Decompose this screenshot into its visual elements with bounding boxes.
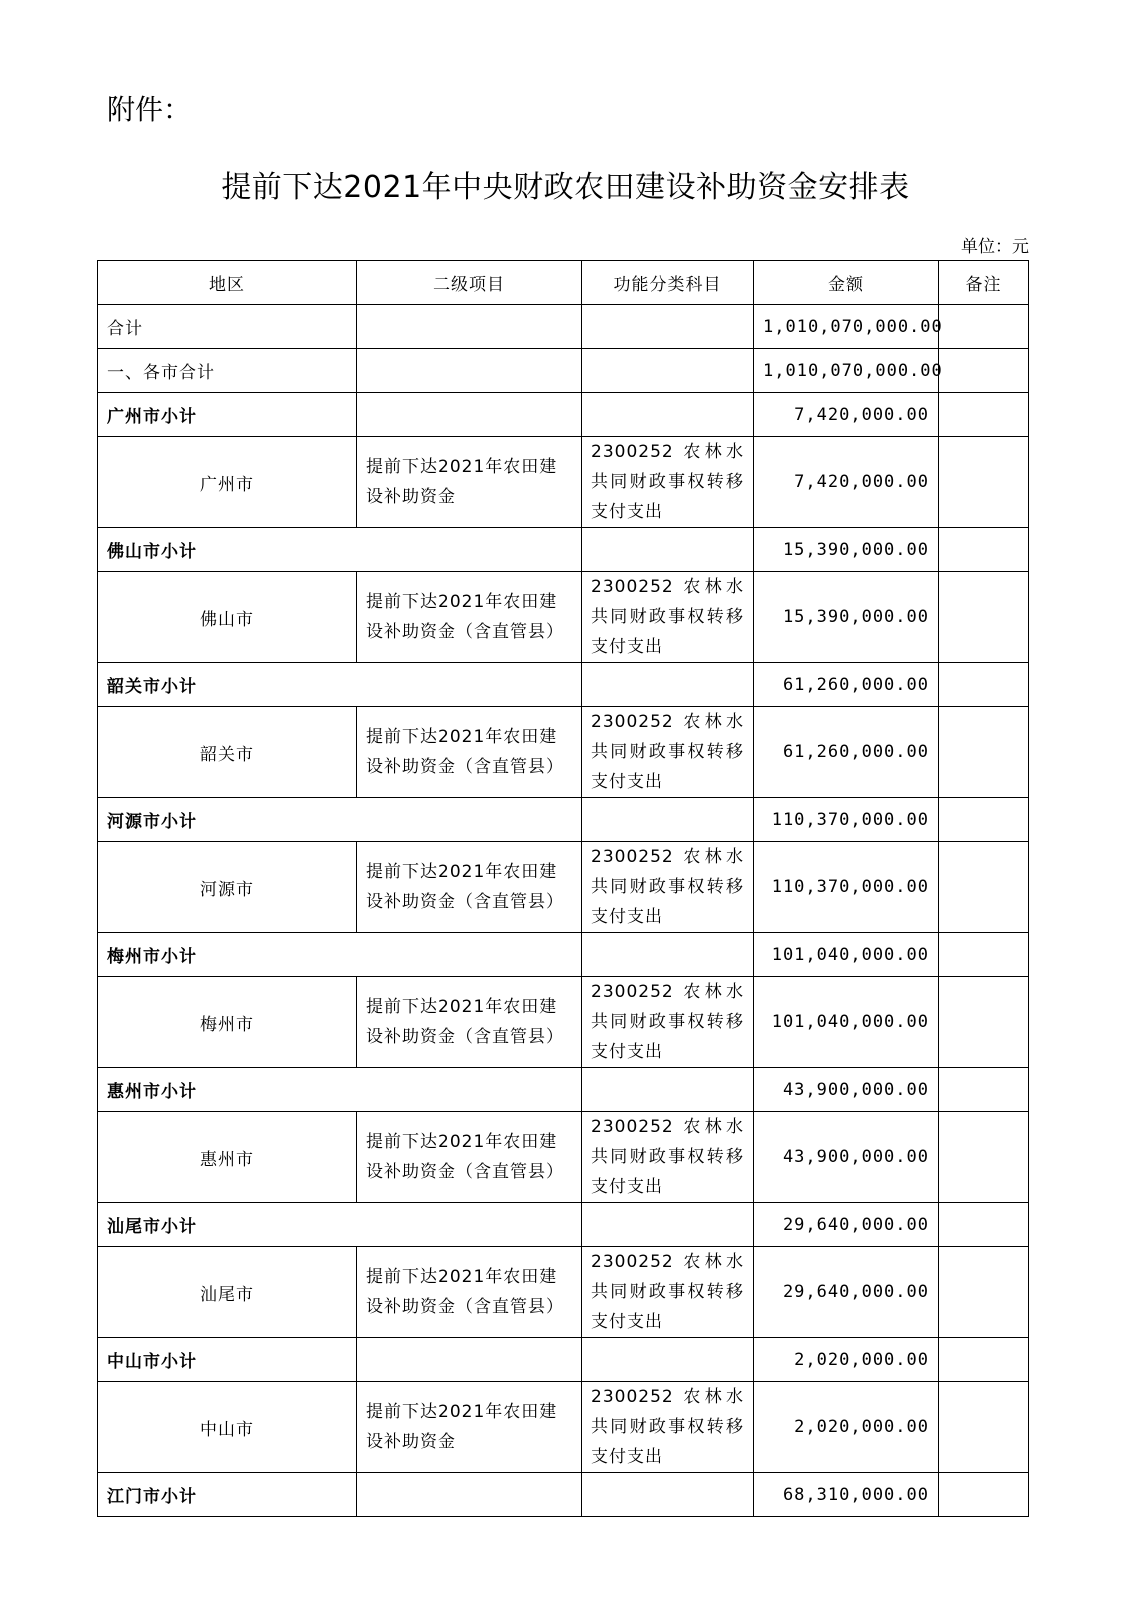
empty-cell xyxy=(357,1473,582,1517)
function-code: 2300252 农林水共同财政事权转移支付支出 xyxy=(582,1247,754,1338)
subtotal-amount: 2,020,000.00 xyxy=(754,1338,939,1382)
subtotal-label: 汕尾市小计 xyxy=(98,1203,582,1247)
function-code: 2300252 农林水共同财政事权转移支付支出 xyxy=(582,1382,754,1473)
city-name: 河源市 xyxy=(98,842,357,933)
project-name: 提前下达2021年农田建设补助资金（含直管县） xyxy=(357,1112,582,1203)
city-name: 韶关市 xyxy=(98,707,357,798)
city-row xyxy=(98,572,1029,663)
total-row xyxy=(98,305,1029,349)
city-name: 广州市 xyxy=(98,437,357,528)
city-amount: 110,370,000.00 xyxy=(754,842,939,933)
subtotal-label: 河源市小计 xyxy=(98,798,582,842)
empty-cell xyxy=(582,663,754,707)
empty-cell xyxy=(582,349,754,393)
subtotal-row xyxy=(98,1068,1029,1112)
unit-label: 单位：元 xyxy=(961,237,1029,257)
city-row xyxy=(98,437,1029,528)
city-amount: 7,420,000.00 xyxy=(754,437,939,528)
empty-cell xyxy=(939,1112,1029,1203)
city-row xyxy=(98,977,1029,1068)
city-name: 中山市 xyxy=(98,1382,357,1473)
total-amount: 1,010,070,000.00 xyxy=(754,305,939,349)
city-amount: 29,640,000.00 xyxy=(754,1247,939,1338)
subtotal-amount: 61,260,000.00 xyxy=(754,663,939,707)
subtotal-amount: 15,390,000.00 xyxy=(754,528,939,572)
city-name: 汕尾市 xyxy=(98,1247,357,1338)
function-code: 2300252 农林水共同财政事权转移支付支出 xyxy=(582,1112,754,1203)
empty-cell xyxy=(939,1203,1029,1247)
empty-cell xyxy=(939,842,1029,933)
city-row xyxy=(98,707,1029,798)
allocation-table xyxy=(97,260,1029,1517)
empty-cell xyxy=(939,393,1029,437)
page-title: 提前下达2021年中央财政农田建设补助资金安排表 xyxy=(221,170,910,205)
function-code: 2300252 农林水共同财政事权转移支付支出 xyxy=(582,977,754,1068)
subtotal-row xyxy=(98,798,1029,842)
attachment-label: 附件： xyxy=(107,93,192,126)
subtotal-row xyxy=(98,1203,1029,1247)
subtotal-row xyxy=(98,528,1029,572)
subtotal-amount: 110,370,000.00 xyxy=(754,798,939,842)
subtotal-amount: 43,900,000.00 xyxy=(754,1068,939,1112)
empty-cell xyxy=(939,572,1029,663)
header-row xyxy=(98,261,1029,305)
function-code: 2300252 农林水共同财政事权转移支付支出 xyxy=(582,842,754,933)
city-name: 梅州市 xyxy=(98,977,357,1068)
city-row xyxy=(98,1247,1029,1338)
cities-total-amount: 1,010,070,000.00 xyxy=(754,349,939,393)
empty-cell xyxy=(357,393,582,437)
empty-cell xyxy=(357,349,582,393)
city-amount: 15,390,000.00 xyxy=(754,572,939,663)
cities-total-row xyxy=(98,349,1029,393)
city-name: 佛山市 xyxy=(98,572,357,663)
empty-cell xyxy=(939,305,1029,349)
subtotal-label: 梅州市小计 xyxy=(98,933,582,977)
empty-cell xyxy=(939,349,1029,393)
empty-cell xyxy=(582,528,754,572)
subtotal-amount: 29,640,000.00 xyxy=(754,1203,939,1247)
total-label: 合计 xyxy=(98,305,357,349)
subtotal-label: 韶关市小计 xyxy=(98,663,582,707)
project-name: 提前下达2021年农田建设补助资金（含直管县） xyxy=(357,572,582,663)
empty-cell xyxy=(939,1068,1029,1112)
empty-cell xyxy=(582,1068,754,1112)
empty-cell xyxy=(939,707,1029,798)
empty-cell xyxy=(939,798,1029,842)
city-amount: 61,260,000.00 xyxy=(754,707,939,798)
subtotal-amount: 7,420,000.00 xyxy=(754,393,939,437)
city-row xyxy=(98,842,1029,933)
subtotal-row xyxy=(98,663,1029,707)
header-amount: 金额 xyxy=(754,261,939,305)
empty-cell xyxy=(357,305,582,349)
city-amount: 43,900,000.00 xyxy=(754,1112,939,1203)
empty-cell xyxy=(939,933,1029,977)
subtotal-row xyxy=(98,1473,1029,1517)
empty-cell xyxy=(939,977,1029,1068)
empty-cell xyxy=(582,305,754,349)
subtotal-label: 江门市小计 xyxy=(98,1473,357,1517)
subtotal-label: 广州市小计 xyxy=(98,393,357,437)
subtotal-label: 惠州市小计 xyxy=(98,1068,582,1112)
subtotal-row xyxy=(98,393,1029,437)
header-region: 地区 xyxy=(98,261,357,305)
project-name: 提前下达2021年农田建设补助资金（含直管县） xyxy=(357,842,582,933)
empty-cell xyxy=(582,1473,754,1517)
empty-cell xyxy=(582,393,754,437)
empty-cell xyxy=(939,528,1029,572)
city-amount: 101,040,000.00 xyxy=(754,977,939,1068)
empty-cell xyxy=(939,663,1029,707)
header-project: 二级项目 xyxy=(357,261,582,305)
city-row xyxy=(98,1112,1029,1203)
empty-cell xyxy=(939,1338,1029,1382)
subtotal-amount: 68,310,000.00 xyxy=(754,1473,939,1517)
empty-cell xyxy=(939,437,1029,528)
empty-cell xyxy=(582,1203,754,1247)
project-name: 提前下达2021年农田建设补助资金（含直管县） xyxy=(357,1247,582,1338)
empty-cell xyxy=(939,1382,1029,1473)
header-function: 功能分类科目 xyxy=(582,261,754,305)
project-name: 提前下达2021年农田建设补助资金 xyxy=(357,1382,582,1473)
city-row xyxy=(98,1382,1029,1473)
project-name: 提前下达2021年农田建设补助资金 xyxy=(357,437,582,528)
subtotal-row xyxy=(98,1338,1029,1382)
empty-cell xyxy=(582,798,754,842)
function-code: 2300252 农林水共同财政事权转移支付支出 xyxy=(582,707,754,798)
project-name: 提前下达2021年农田建设补助资金（含直管县） xyxy=(357,707,582,798)
empty-cell xyxy=(939,1247,1029,1338)
empty-cell xyxy=(582,933,754,977)
subtotal-label: 佛山市小计 xyxy=(98,528,582,572)
project-name: 提前下达2021年农田建设补助资金（含直管县） xyxy=(357,977,582,1068)
function-code: 2300252 农林水共同财政事权转移支付支出 xyxy=(582,572,754,663)
header-remark: 备注 xyxy=(939,261,1029,305)
subtotal-row xyxy=(98,933,1029,977)
subtotal-label: 中山市小计 xyxy=(98,1338,357,1382)
function-code: 2300252 农林水共同财政事权转移支付支出 xyxy=(582,437,754,528)
city-amount: 2,020,000.00 xyxy=(754,1382,939,1473)
city-name: 惠州市 xyxy=(98,1112,357,1203)
empty-cell xyxy=(357,1338,582,1382)
subtotal-amount: 101,040,000.00 xyxy=(754,933,939,977)
empty-cell xyxy=(939,1473,1029,1517)
cities-total-label: 一、各市合计 xyxy=(98,349,357,393)
empty-cell xyxy=(582,1338,754,1382)
